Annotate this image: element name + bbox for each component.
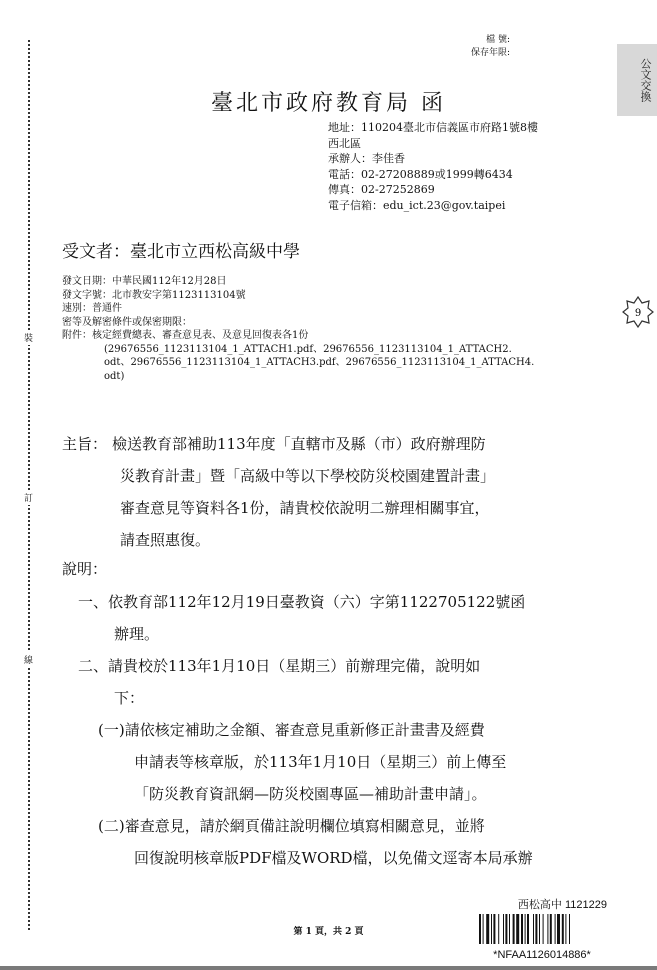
explanation-sub-2: (二)審查意見，請於網頁備註說明欄位填寫相關意見，並將: [98, 817, 485, 835]
barcode-code: *NFAA1126014886*: [493, 949, 591, 961]
explanation-item-2: 二、請貴校於113年1月10日（星期三）前辦理完備，說明如: [78, 657, 481, 675]
issue-date: 發文日期：中華民國112年12月28日: [62, 276, 227, 287]
sender-address-district: 西北區: [328, 136, 361, 150]
explanation-item-2-cont: 下：: [114, 689, 145, 707]
page-number: 第 1 頁，共 2 頁: [293, 927, 364, 937]
explanation-item-1: 一、依教育部112年12月19日臺教資（六）字第1122705122號函: [78, 593, 526, 611]
explanation-label: 說明：: [62, 560, 108, 578]
received-seal: [622, 296, 654, 328]
sender-address: 地址：110204臺北市信義區市府路1號8樓: [328, 121, 538, 134]
attachment-file-line: (29676556_1123113104_1_ATTACH1.pdf、29676556_1123113104_1_ATTACH2.: [104, 343, 512, 355]
document-meta: [62, 275, 612, 383]
barcode-block: [477, 896, 607, 961]
explanation-sub-1-cont: 申請表等核章版，於113年1月10日（星期三）前上傳至: [134, 753, 507, 771]
subject-line: 請查照惠復。: [120, 531, 211, 549]
subject-line: 審查意見等資料各1份，請貴校依說明二辦理相關事宜，: [120, 499, 490, 517]
sender-phone: 電話：02-27208889或1999轉6434: [328, 167, 513, 181]
secrecy-level: 密等及解密條件或保密期限：: [62, 316, 192, 328]
explanation-item-1-cont: 辦理。: [114, 625, 160, 643]
explanation-items: [62, 586, 602, 874]
sender-handler: 承辦人：李佳香: [328, 152, 405, 165]
archive-info: [440, 34, 510, 60]
explanation-sub-2-cont: 回復說明核章版PDF檔及WORD檔，以免備文逕寄本局承辦: [134, 849, 533, 867]
binding-mark-xian: 線: [24, 652, 33, 667]
archive-number-label: 檔 號:: [486, 35, 510, 45]
attachments-label: 附件：核定經費總表、審查意見表、及意見回復表各1份: [62, 330, 309, 341]
received-seal-number: 9: [634, 308, 642, 319]
retention-label: 保存年限:: [470, 48, 510, 58]
attachment-file-line: odt): [104, 370, 125, 382]
page-title: 臺北市政府教育局 函: [211, 91, 446, 116]
subject-line: 災教育計畫」暨「高級中等以下學校防災校園建置計畫」: [120, 467, 496, 485]
explanation-sub-1: (一)請依核定補助之金額、審查意見重新修正計畫書及經費: [98, 721, 485, 739]
binding-dotted-line: [28, 40, 30, 930]
sender-info: [328, 120, 628, 213]
binding-mark-zhuang: 裝: [24, 330, 33, 345]
explanation-sub-1-cont: 「防災教育資訊網—防災校園專區—補助計畫申請」。: [134, 785, 487, 803]
recipient: 受文者：臺北市立西松高級中學: [62, 242, 300, 262]
subject-label: 主旨：: [62, 435, 108, 453]
delivery-speed: 速別：普通件: [62, 303, 122, 314]
sender-email: 電子信箱：edu_ict.23@gov.taipei: [328, 198, 506, 212]
document-number: 發文字號：北市教安字第1123113104號: [62, 289, 246, 301]
exchange-stamp: 公文交換: [617, 44, 657, 116]
barcode-image: [477, 914, 607, 944]
subject-line: 檢送教育部補助113年度「直轄市及縣（市）政府辦理防: [112, 435, 486, 453]
attachment-file-list: [62, 343, 612, 384]
binding-mark-ding: 訂: [24, 490, 33, 505]
attachment-file-line: odt、29676556_1123113104_1_ATTACH3.pdf、29676556_1123113104_1_ATTACH4.: [104, 357, 535, 368]
sender-fax: 傳真：02-27252869: [328, 183, 435, 196]
page-bottom-border: [0, 966, 657, 970]
barcode-label: 西松高中 1121229: [517, 899, 607, 911]
subject-section: [62, 428, 592, 556]
